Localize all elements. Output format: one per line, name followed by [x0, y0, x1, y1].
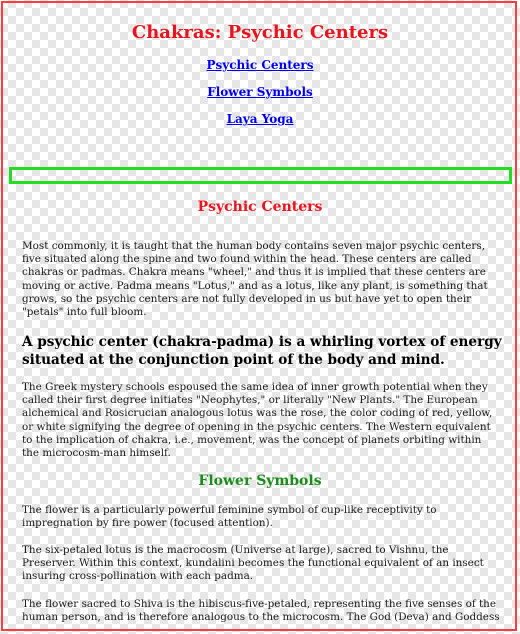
- paragraph-six-petaled-lotus: The six-petaled lotus is the macrocosm (Universe at large), sacred to Vishnu, the Preserver. Within this context, kundalini becomes the functional equivalent of an insect insuring cross-pollination with each padma.: [22, 544, 484, 583]
- nav-link-laya-yoga[interactable]: Laya Yoga: [226, 112, 294, 126]
- nav-link-psychic-centers[interactable]: Psychic Centers: [206, 58, 314, 72]
- page-title: Chakras: Psychic Centers: [131, 22, 389, 43]
- paragraph-greek-mystery: The Greek mystery schools espoused the same idea of inner growth potential when they called their first degree initiates "Neophytes," or literally "New Plants." The European alchemical and Rosicrucian analogous lotus was the rose, the color coding of red, yellow, or white signifying the degree of opening in the psychic centers. The Western equivalent to the implication of chakra, i.e., movement, was the concept of planets orbiting within the microcosm-man himself.: [22, 381, 493, 460]
- nav-link-flower-symbols[interactable]: Flower Symbols: [207, 85, 313, 99]
- heading-psychic-centers: Psychic Centers: [197, 199, 323, 215]
- heading-flower-symbols: Flower Symbols: [198, 473, 322, 489]
- paragraph-hibiscus: The flower sacred to Shiva is the hibiscus-five-petaled, representing the five senses of the human person, and is therefore analogous to the microcosm. The God (Deva) and Goddess: [22, 598, 500, 624]
- callout-definition: A psychic center (chakra-padma) is a whirling vortex of energy situated at the conjunction point of the body and mind.: [22, 334, 502, 368]
- paragraph-flower-feminine: The flower is a particularly powerful feminine symbol of cup-like receptivity to impregnation by fire power (focused attention).: [22, 504, 437, 530]
- section-divider-bar: [9, 167, 512, 184]
- paragraph-chakras-intro: Most commonly, it is taught that the human body contains seven major psychic centers, five situated along the spine and two found within the head. These centers are called chakras or padmas. Chakra means "wheel," and thus it is implied that these centers are moving or active. Padma means "Lotus," and as a lotus, like any plant, is something that grows, so the psychic centers are not fully developed in us but have yet to open their "petals" into full bloom.: [22, 240, 488, 319]
